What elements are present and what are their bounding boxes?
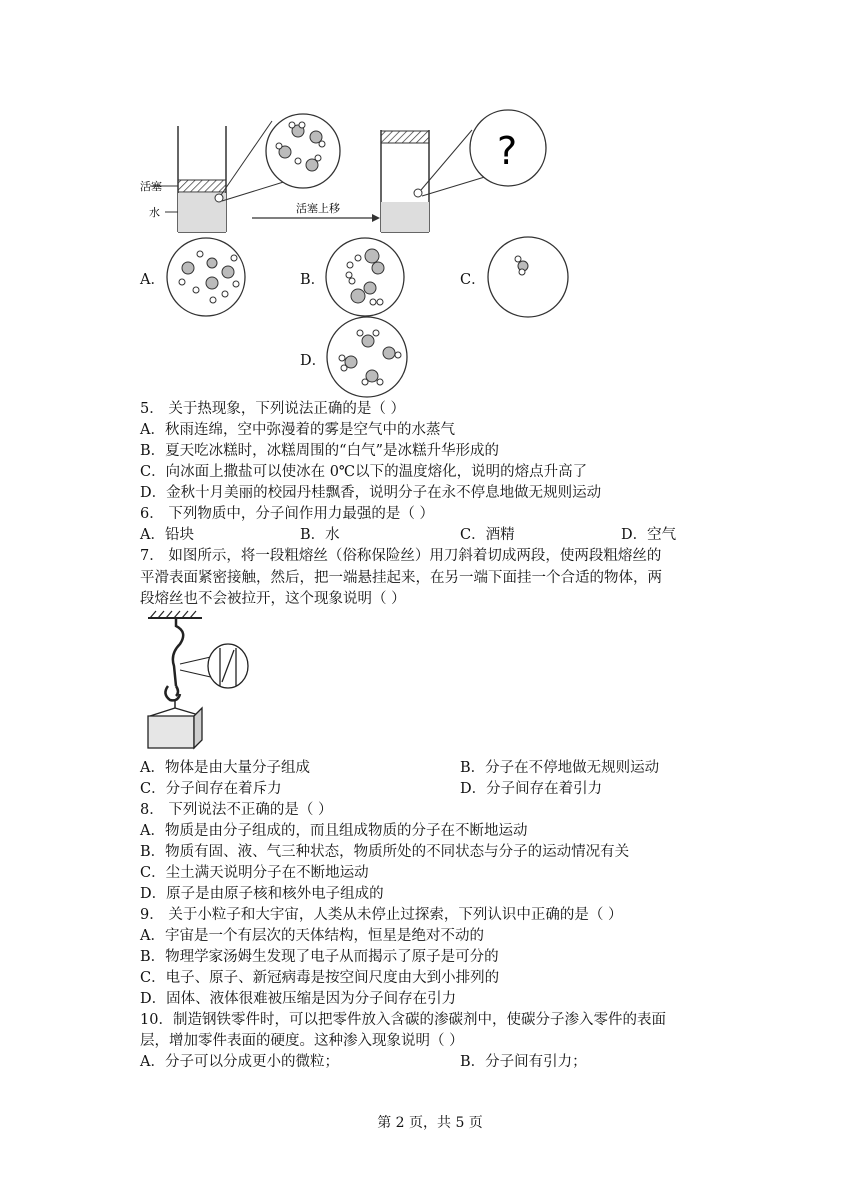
fuse-wire-hanging-diagram: [140, 608, 270, 758]
option-c-diagram: [488, 237, 568, 317]
water-label: 水: [149, 206, 160, 219]
question-6-option-c: C．酒精: [460, 527, 515, 543]
question-8-option-b: B．物质有固、液、气三种状态，物质所处的不同状态与分子的运动情况有关: [140, 844, 630, 860]
question-5-option-b: B．夏天吃冰糕时，冰糕周围的“白气”是冰糕升华形成的: [140, 443, 499, 459]
question-5-option-d: D．金秋十月美丽的校园丹桂飘香，说明分子在永不停息地做无规则运动: [140, 485, 602, 501]
question-6-option-d: D．空气: [621, 527, 677, 543]
question-8-option-a: A．物质是由分子组成的，而且组成物质的分子在不断地运动: [140, 823, 528, 839]
question-10-option-a: A．分子可以分成更小的微粒；: [140, 1054, 339, 1070]
question-7-stem-line-3: 段熔丝也不会被拉开，这个现象说明（ ）: [140, 591, 406, 607]
piston-label: 活塞: [140, 180, 162, 193]
question-6-option-b: B．水: [300, 527, 340, 543]
question-9-option-c: C．电子、原子、新冠病毒是按空间尺度由大到小排列的: [140, 970, 500, 986]
left-cylinder: [178, 126, 226, 232]
arrow-label: 活塞上移: [296, 202, 340, 215]
question-5-stem: 5． 关于热现象，下列说法正确的是（ ）: [140, 401, 405, 417]
question-5-option-c: C．向冰面上撒盐可以使冰在 0℃以下的温度熔化，说明的熔点升高了: [140, 464, 588, 480]
option-d-diagram: [327, 317, 407, 397]
option-a-label: A．: [140, 272, 165, 288]
piston-water-diagram: [0, 0, 860, 400]
question-8-option-d: D．原子是由原子核和核外电子组成的: [140, 886, 384, 902]
option-d-label: D．: [300, 353, 327, 369]
page-footer: 第 2 页，共 5 页: [377, 1115, 483, 1131]
question-8-option-c: C．尘土满天说明分子在不断地运动: [140, 865, 369, 881]
question-9-option-b: B．物理学家汤姆生发现了电子从而揭示了原子是可分的: [140, 949, 499, 965]
magnified-liquid-molecules: [266, 114, 340, 188]
question-8-stem: 8． 下列说法不正确的是（ ）: [140, 802, 333, 818]
option-b-diagram: [326, 238, 404, 316]
option-c-label: C．: [460, 272, 486, 288]
question-10-option-b: B．分子间有引力；: [460, 1054, 587, 1070]
question-9-stem: 9． 关于小粒子和大宇宙，人类从未停止过探索，下列认识中正确的是（ ）: [140, 907, 623, 923]
question-7-option-d: D．分子间存在着引力: [460, 781, 603, 797]
question-10-stem-line-2: 层，增加零件表面的硬度。这种渗入现象说明（ ）: [140, 1033, 464, 1049]
question-7-stem-line-1: 7． 如图所示，将一段粗熔丝（俗称保险丝）用刀斜着切成两段，使两段粗熔丝的: [140, 548, 662, 564]
question-7-option-b: B．分子在不停地做无规则运动: [460, 760, 660, 776]
question-6-option-a: A．铅块: [140, 527, 194, 543]
question-7-option-c: C．分子间存在着斥力: [140, 781, 282, 797]
option-b-label: B．: [300, 272, 326, 288]
option-a-diagram: [167, 238, 245, 316]
question-6-stem: 6． 下列物质中，分子间作用力最强的是（ ）: [140, 506, 434, 522]
question-10-stem-line-1: 10．制造钢铁零件时，可以把零件放入含碳的渗碳剂中，使碳分子渗入零件的表面: [140, 1012, 666, 1028]
question-7-stem-line-2: 平滑表面紧密接触，然后，把一端悬挂起来，在另一端下面挂一个合适的物体，两: [140, 570, 662, 586]
question-7-option-a: A．物体是由大量分子组成: [140, 760, 310, 776]
question-mark: ?: [497, 129, 518, 173]
question-9-option-d: D．固体、液体很难被压缩是因为分子间存在引力: [140, 991, 457, 1007]
question-9-option-a: A．宇宙是一个有层次的天体结构，恒星是绝对不动的: [140, 928, 484, 944]
question-5-option-a: A．秋雨连绵，空中弥漫着的雾是空气中的水蒸气: [140, 422, 455, 438]
right-cylinder: [381, 130, 429, 232]
